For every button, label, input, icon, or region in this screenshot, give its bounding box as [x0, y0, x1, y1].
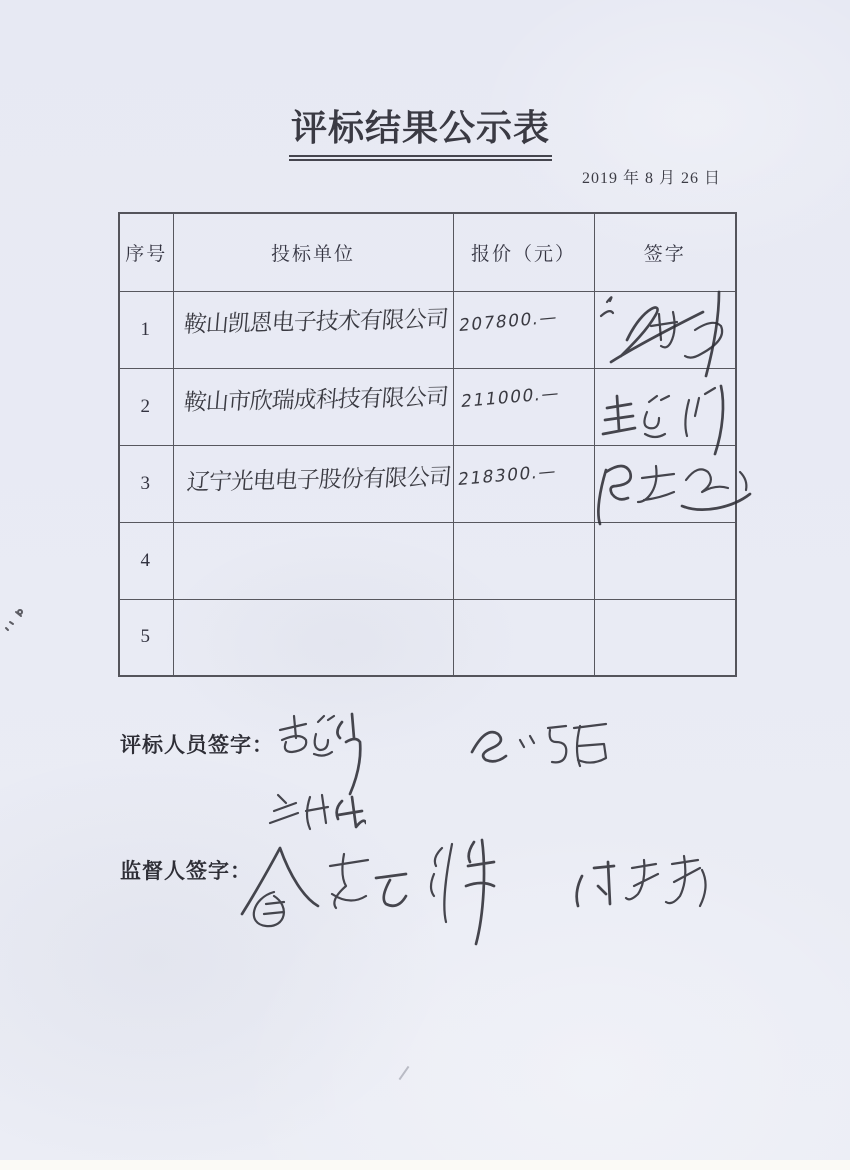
handwritten-price-2: 211000.— — [459, 383, 562, 413]
cell-signature-5 — [594, 599, 736, 676]
table-header-row — [119, 213, 736, 291]
supervisors-signature-label: 监督人签字： — [120, 859, 252, 883]
evaluators-signature-label: 评标人员签字： — [120, 733, 274, 757]
header-company: 投标单位 — [173, 213, 453, 291]
cell-no-2: 2 — [119, 368, 173, 445]
page-title: 评标结果公示表 — [289, 100, 552, 161]
handwritten-price-1: 207800.— — [457, 307, 560, 337]
header-signature: 签字 — [594, 213, 736, 291]
cell-company-4 — [173, 522, 453, 599]
cell-no-3: 3 — [119, 445, 173, 522]
signature-evaluator-2 — [462, 712, 614, 784]
table-row — [119, 599, 736, 676]
handwritten-company-1: 鞍山凯恩电子技术有限公司 — [182, 306, 449, 339]
scan-scratch-mark — [399, 1066, 410, 1080]
header-no: 序号 — [119, 213, 173, 291]
cell-price-4 — [453, 522, 594, 599]
bottom-scan-edge — [0, 1160, 850, 1170]
ink-speck — [4, 602, 34, 638]
cell-no-5: 5 — [119, 599, 173, 676]
signature-evaluator-3 — [260, 785, 366, 847]
document-date: 2019 年 8 月 26 日 — [582, 170, 722, 187]
handwritten-company-3: 辽宁光电电子股份有限公司 — [185, 464, 452, 497]
cell-no-4: 4 — [119, 522, 173, 599]
cell-no-1: 1 — [119, 291, 173, 368]
handwritten-company-2: 鞍山市欣瑞成科技有限公司 — [182, 384, 449, 417]
signature-supervisor-3 — [570, 850, 718, 928]
header-price: 报价（元） — [453, 213, 594, 291]
signature-bidder-1 — [593, 288, 751, 380]
cell-price-5 — [453, 599, 594, 676]
signature-bidder-3 — [590, 452, 758, 542]
signature-supervisor-2 — [422, 834, 504, 948]
handwritten-price-3: 218300.— — [456, 461, 559, 491]
cell-company-5 — [173, 599, 453, 676]
signature-supervisor-1 — [236, 840, 414, 934]
signature-bidder-2 — [597, 382, 742, 460]
